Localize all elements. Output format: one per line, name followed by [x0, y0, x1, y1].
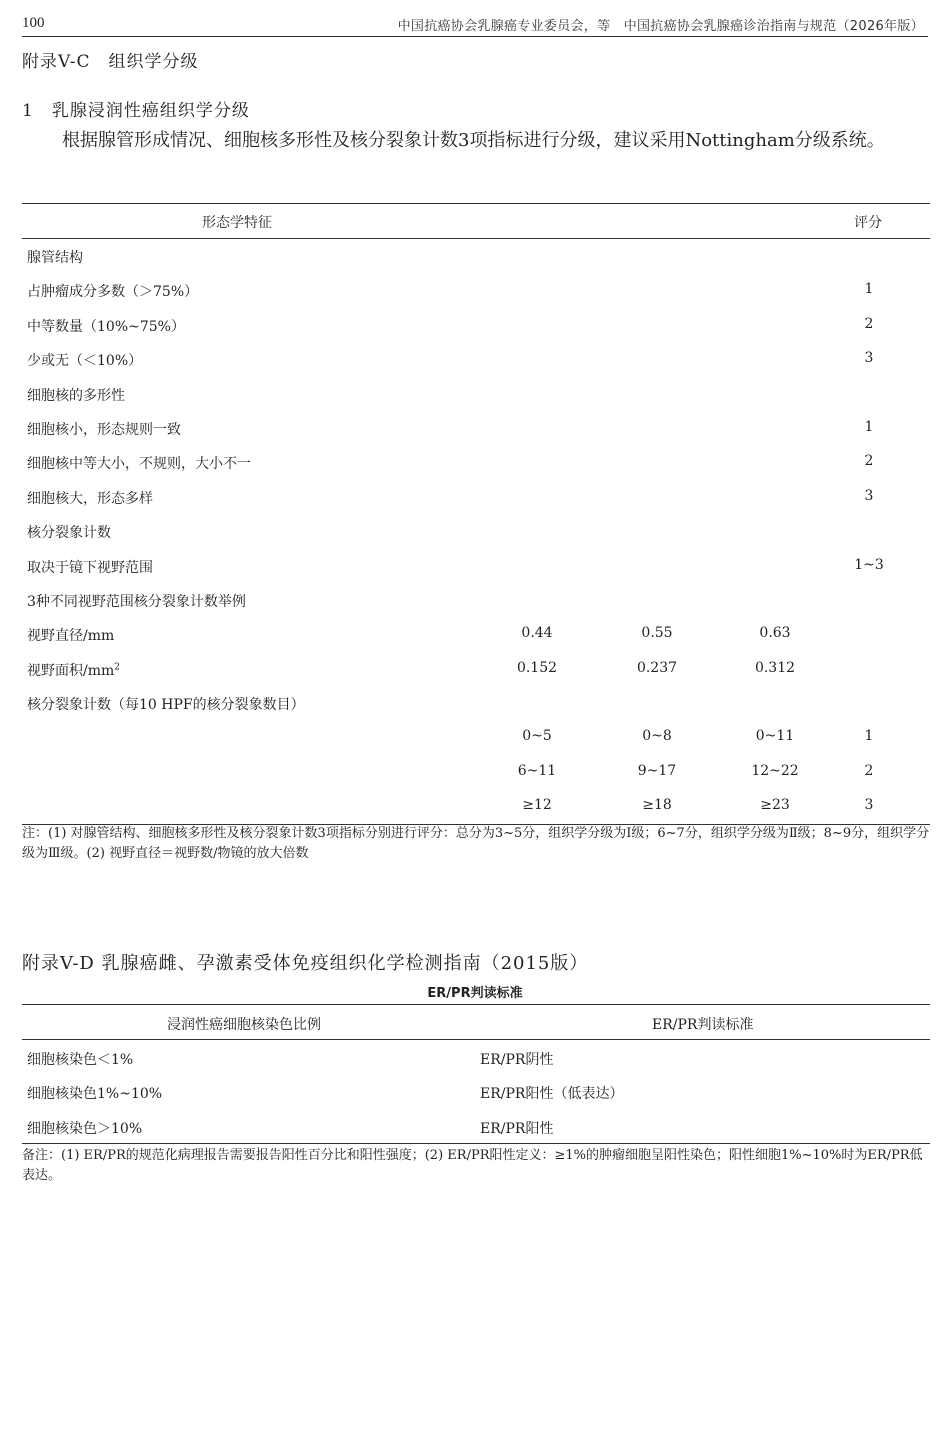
grading-table: [22, 203, 930, 825]
header-score: 评分: [854, 215, 882, 231]
value-col-2: ≥18: [642, 797, 672, 814]
table-row: [22, 789, 930, 823]
running-title: 中国抗癌协会乳腺癌专业委员会，等 中国抗癌协会乳腺癌诊治指南与规范（2026年版）: [397, 19, 924, 34]
stain-ratio-cell: 细胞核染色＜1%: [27, 1052, 134, 1068]
value-col-1: 6~11: [517, 762, 557, 779]
criteria-cell: ER/PR阳性: [480, 1120, 554, 1137]
table-row: [22, 273, 930, 307]
section-title: 1 乳腺浸润性癌组织学分级: [22, 101, 250, 121]
value-col-2: 0~8: [642, 728, 672, 745]
stain-ratio-cell: 细胞核染色＞10%: [27, 1120, 143, 1137]
row-label: 细胞核的多形性: [27, 387, 125, 404]
table-row: [22, 1109, 930, 1143]
intro-paragraph: 根据腺管形成情况、细胞核多形性及核分裂象计数3项指标进行分级，建议采用Nottingham分级系统。: [62, 130, 885, 151]
row-label: 中等数量（10%~75%）: [27, 318, 185, 335]
criteria-cell: ER/PR阴性: [480, 1052, 554, 1068]
table-row: [22, 583, 930, 617]
value-col-1: 0.152: [516, 659, 558, 676]
row-label: 3种不同视野范围核分裂象计数举例: [27, 593, 246, 610]
row-label: 细胞核中等大小，不规则，大小不一: [27, 456, 251, 473]
value-col-3: 0~11: [755, 728, 795, 745]
running-header: [22, 12, 928, 37]
value-col-2: 0.237: [636, 659, 678, 676]
row-label: 核分裂象计数（每10 HPF的核分裂象数目）: [27, 697, 305, 714]
row-label: 少或无（＜10%）: [27, 353, 143, 370]
score-cell: 3: [864, 797, 874, 814]
row-label: 细胞核大，形态多样: [27, 490, 153, 507]
grading-table-body: [22, 239, 930, 824]
table-row: [22, 342, 930, 376]
table-row: [22, 1074, 930, 1108]
value-col-3: 12~22: [751, 762, 799, 779]
row-label: 视野直径/mm: [27, 628, 115, 645]
value-col-2: 9~17: [637, 762, 677, 779]
row-label: 核分裂象计数: [27, 525, 111, 542]
stain-ratio-cell: 细胞核染色1%~10%: [27, 1086, 163, 1103]
row-label: 占肿瘤成分多数（＞75%）: [27, 284, 199, 301]
value-col-1: 0~5: [522, 728, 552, 745]
table-row: [22, 411, 930, 445]
er-pr-table-header: [22, 1005, 930, 1040]
er-pr-table-body: [22, 1040, 930, 1143]
value-col-3: 0.312: [754, 659, 796, 676]
er-pr-table: [22, 1004, 930, 1144]
grading-table-note: 注：(1) 对腺管结构、细胞核多形性及核分裂象计数3项指标分别进行评分：总分为3~5分，组织学分级为Ⅰ级；6~7分，组织学分级为Ⅱ级；8~9分，组织学分级为Ⅲ级。(2) 视野直径＝视野数/物镜的放大倍数: [22, 826, 930, 861]
header-stain-ratio: 浸润性癌细胞核染色比例: [167, 1017, 321, 1033]
table-row: [22, 549, 930, 583]
score-cell: 3: [864, 350, 874, 367]
er-pr-table-caption: ER/PR判读标准: [427, 986, 523, 1001]
value-col-1: ≥12: [522, 797, 552, 814]
page-number: 100: [22, 15, 45, 31]
score-cell: 2: [864, 315, 874, 332]
score-cell: 1: [864, 281, 874, 298]
table-row: [22, 445, 930, 479]
grading-table-header: [22, 204, 930, 239]
appendix-d-title: 附录V-D 乳腺癌雌、孕激素受体免疫组织化学检测指南（2015版）: [22, 953, 589, 974]
row-label: 取决于镜下视野范围: [27, 559, 153, 576]
score-cell: 2: [864, 453, 874, 470]
table-row: [22, 377, 930, 411]
row-label: 腺管结构: [27, 250, 83, 266]
value-col-3: 0.63: [759, 625, 791, 642]
value-col-3: ≥23: [760, 797, 790, 814]
value-col-2: 0.55: [641, 625, 673, 642]
table-row: [22, 652, 930, 686]
appendix-c-title: 附录V-C 组织学分级: [22, 52, 199, 72]
table-row: [22, 755, 930, 789]
table-row: [22, 308, 930, 342]
area-unit-superscript: 2: [114, 662, 121, 673]
table-row: [22, 1040, 930, 1074]
score-cell: 1: [864, 418, 874, 435]
header-criteria: ER/PR判读标准: [652, 1017, 754, 1033]
table-row: [22, 617, 930, 651]
table-row: [22, 239, 930, 273]
score-cell: 1~3: [854, 556, 884, 573]
score-cell: 3: [864, 487, 874, 504]
table-row: [22, 480, 930, 514]
header-feature: 形态学特征: [202, 215, 272, 231]
table-row: [22, 720, 930, 754]
score-cell: 2: [864, 762, 874, 779]
row-label: 视野面积$/mm^2$: [27, 662, 121, 679]
row-label: 细胞核小，形态规则一致: [27, 421, 181, 438]
table-row: [22, 686, 930, 720]
value-col-1: 0.44: [521, 625, 553, 642]
score-cell: 1: [864, 728, 874, 745]
criteria-cell: ER/PR阳性（低表达）: [480, 1086, 624, 1103]
table-row: [22, 514, 930, 548]
er-pr-table-note: 备注：(1) ER/PR的规范化病理报告需要报告阳性百分比和阳性强度；(2) ER/PR阳性定义：≥1%的肿瘤细胞呈阳性染色；阳性细胞1%~10%时为ER/PR低表达。: [22, 1148, 923, 1183]
